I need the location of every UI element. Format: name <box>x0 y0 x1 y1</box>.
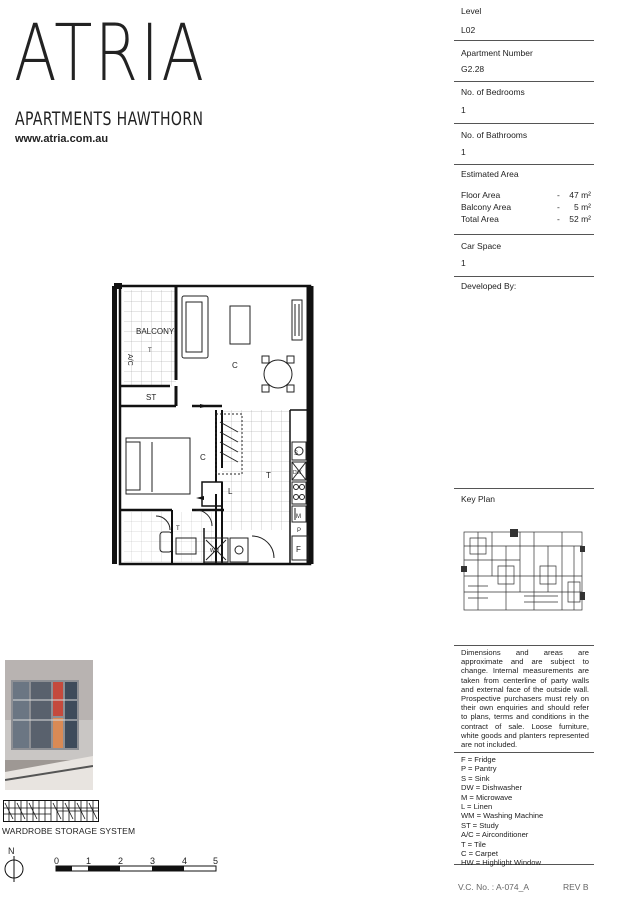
scale-number: 2 <box>118 856 124 866</box>
apartment-value: G2.28 <box>461 64 485 74</box>
wardrobe-caption: WARDROBE STORAGE SYSTEM <box>2 826 136 836</box>
legend-item: M = Microwave <box>461 792 513 802</box>
area-name: Balcony Area <box>461 202 512 212</box>
washing-machine-label: WM <box>210 548 219 554</box>
area-name: Total Area <box>461 214 499 224</box>
scale-number: 5 <box>213 856 219 866</box>
scale-number: 4 <box>182 856 188 866</box>
divider <box>454 123 594 124</box>
level-value: L02 <box>461 25 476 35</box>
legend-item: T = Tile <box>461 839 486 849</box>
key-plan-label: Key Plan <box>461 494 496 504</box>
bathroom-tiles <box>124 512 214 562</box>
balcony-label: BALCONY <box>136 327 175 336</box>
divider <box>454 276 594 277</box>
kitchen-tiles <box>222 410 290 530</box>
fridge-label: F <box>296 545 301 554</box>
scale-number: 3 <box>150 856 156 866</box>
pantry-label: P <box>297 528 302 534</box>
sink-label: S <box>294 451 299 457</box>
balcony-tiles <box>124 290 176 386</box>
area-dash: - <box>557 214 560 224</box>
apartment-label: Apartment Number <box>461 48 533 58</box>
kitchen-tile-label: T <box>266 471 271 480</box>
dishwasher-label: DW <box>293 470 302 476</box>
balcony-tile-label: T <box>148 348 152 354</box>
website-url[interactable]: www.atria.com.au <box>15 133 109 145</box>
legend-item: WM = Washing Machine <box>461 811 544 821</box>
north-arrow-icon <box>3 856 25 882</box>
bathroom-tile-label: T <box>176 526 180 532</box>
area-value: 52 m² <box>569 214 591 224</box>
logo-wordmark: ATRIA <box>14 9 207 99</box>
north-label: N <box>8 846 15 856</box>
car-label: Car Space <box>461 241 502 251</box>
bathrooms-value: 1 <box>461 147 466 157</box>
vc-number: V.C. No. : A-074_A <box>458 882 530 892</box>
wardrobe-system-diagram <box>3 800 99 822</box>
revision: REV B <box>563 882 589 892</box>
key-plan-drawing <box>458 526 590 618</box>
living-carpet-label: C <box>232 361 238 370</box>
study-label: ST <box>146 393 157 402</box>
legend-item: A/C = Airconditioner <box>461 830 529 840</box>
divider <box>454 40 594 41</box>
ac-label: A/C <box>126 354 133 366</box>
legend-item: P = Pantry <box>461 764 497 774</box>
floor-plan <box>112 282 322 567</box>
legend-item: HW = Highlight Window <box>461 858 541 868</box>
bedroom-carpet-label: C <box>200 453 206 462</box>
area-label: Estimated Area <box>461 169 519 179</box>
divider <box>454 234 594 235</box>
area-value: 47 m² <box>569 190 591 200</box>
developer-label: Developed By: <box>461 281 517 291</box>
divider <box>454 645 594 646</box>
abbreviation-legend <box>461 755 591 868</box>
legend-item: S = Sink <box>461 773 490 783</box>
legend-item: C = Carpet <box>461 849 498 859</box>
area-value: 5 m² <box>574 202 591 212</box>
area-name: Floor Area <box>461 190 501 200</box>
divider <box>454 164 594 165</box>
bedrooms-value: 1 <box>461 105 466 115</box>
bedrooms-label: No. of Bedrooms <box>461 87 525 97</box>
microwave-label: M <box>296 514 301 520</box>
area-dash: - <box>557 202 560 212</box>
wardrobe-photo <box>5 660 93 790</box>
scale-number: 0 <box>54 856 60 866</box>
logo-subtitle: APARTMENTS HAWTHORN <box>15 108 204 130</box>
scale-number: 1 <box>86 856 92 866</box>
legend-item: ST = Study <box>461 820 499 830</box>
legend-item: F = Fridge <box>461 755 496 764</box>
bathrooms-label: No. of Bathrooms <box>461 130 528 140</box>
area-dash: - <box>557 190 560 200</box>
divider <box>454 488 594 489</box>
legend-item: L = Linen <box>461 802 493 812</box>
scale-bar <box>52 864 222 876</box>
linen-label: L <box>228 487 233 496</box>
legend-item: DW = Dishwasher <box>461 783 522 793</box>
disclaimer-text: Dimensions and areas are approximate and are subject to change. Internal measurements are taken from centerline of party walls and external face of the outside wall. Prospective purchasers must rely on their own enquiries and should refer to plans, terms and conditions in the contract of sale. Loose furniture, white goods and planters represented are not included. <box>461 648 589 750</box>
car-value: 1 <box>461 258 466 268</box>
level-label: Level <box>461 6 482 16</box>
divider <box>454 81 594 82</box>
divider <box>454 752 594 753</box>
